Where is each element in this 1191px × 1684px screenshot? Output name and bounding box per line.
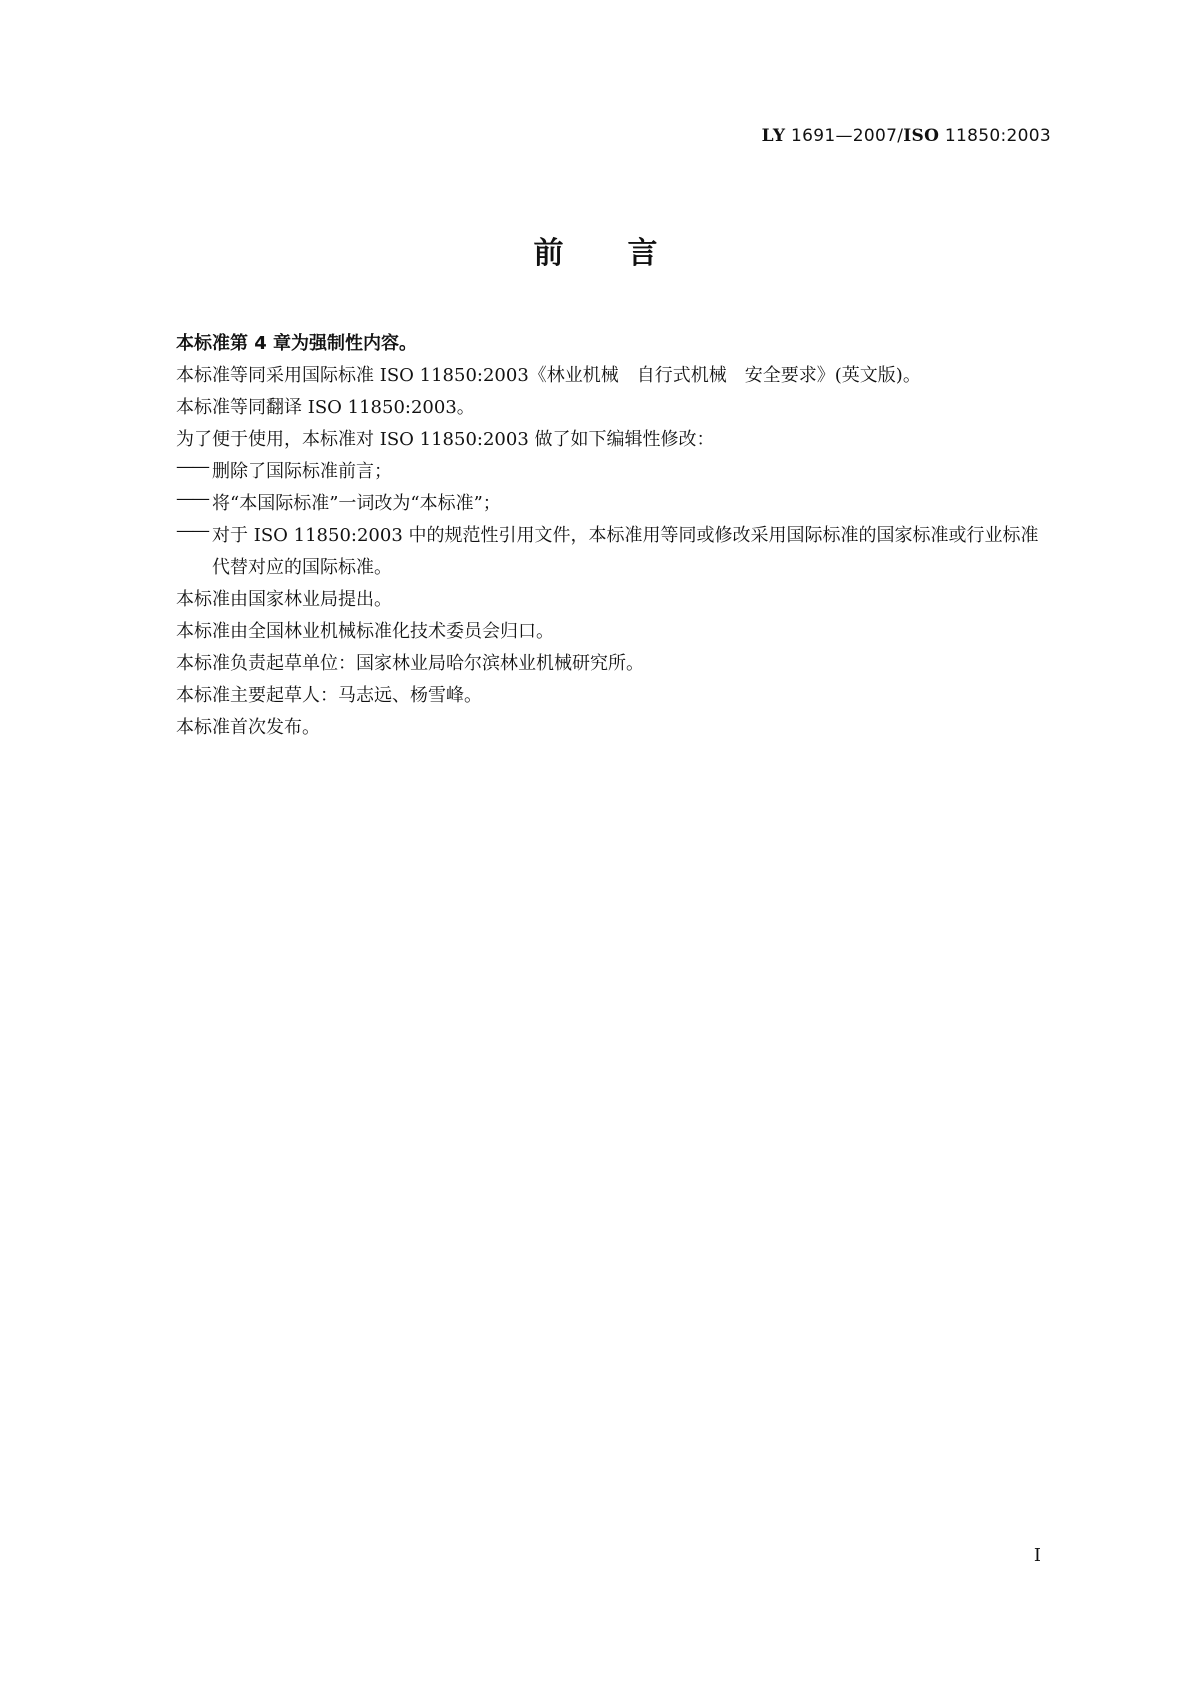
list-item-text: 对于 ISO 11850:2003 中的规范性引用文件，本标准用等同或修改采用国际标准的国家标准或行业标准代替对应的国际标准。 xyxy=(212,525,1039,578)
header-code-number: 1691—2007/ xyxy=(790,126,904,146)
edits-intro-paragraph: 为了便于使用，本标准对 ISO 11850:2003 做了如下编辑性修改： xyxy=(176,429,715,450)
page-title: 前言 xyxy=(533,236,722,271)
proposer-paragraph: 本标准由国家林业局提出。 xyxy=(176,589,392,610)
list-item-text: 删除了国际标准前言； xyxy=(212,461,392,482)
drafting-unit-paragraph: 本标准负责起草单位：国家林业局哈尔滨林业机械研究所。 xyxy=(176,653,644,674)
page-number: I xyxy=(1033,1545,1041,1566)
list-dash: —— xyxy=(176,520,208,541)
header-iso-prefix: ISO xyxy=(903,126,940,146)
mandatory-content-note: 本标准第 4 章为强制性内容。 xyxy=(176,333,418,354)
adoption-paragraph: 本标准等同采用国际标准 ISO 11850:2003《林业机械 自行式机械 安全要求》(英文版)。 xyxy=(176,365,921,386)
list-dash: —— xyxy=(176,456,208,477)
header-iso-number: 11850:2003 xyxy=(944,126,1051,146)
header-code-prefix: LY xyxy=(761,126,786,146)
drafters-paragraph: 本标准主要起草人：马志远、杨雪峰。 xyxy=(176,685,482,706)
list-item-text: 将“本国际标准”一词改为“本标准”； xyxy=(212,493,501,514)
translation-paragraph: 本标准等同翻译 ISO 11850:2003。 xyxy=(176,397,475,418)
list-item xyxy=(176,520,1056,584)
list-item xyxy=(176,456,1056,488)
committee-paragraph: 本标准由全国林业机械标准化技术委员会归口。 xyxy=(176,621,554,642)
list-item xyxy=(176,488,1056,520)
document-code-header xyxy=(762,126,1051,146)
list-dash: —— xyxy=(176,488,208,509)
first-release-paragraph: 本标准首次发布。 xyxy=(176,717,320,738)
foreword-body xyxy=(176,328,1056,744)
